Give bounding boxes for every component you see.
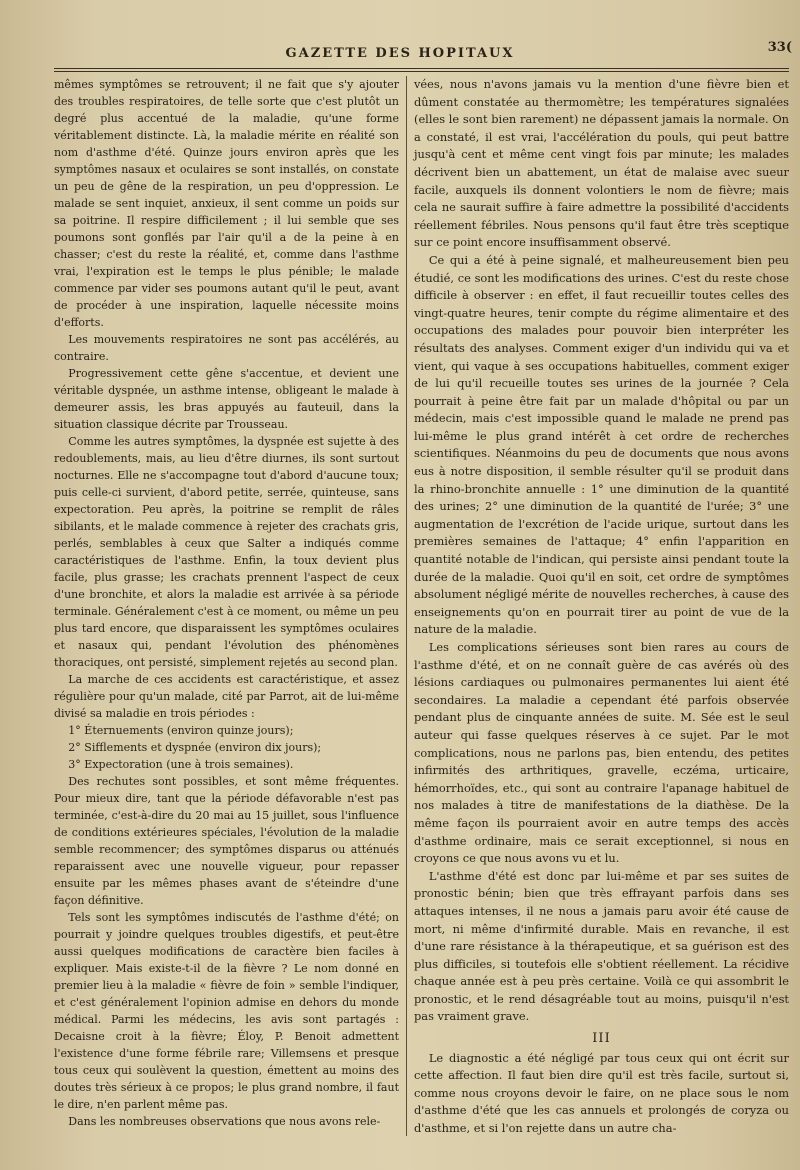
paragraph: Des rechutes sont possibles, et sont même fréquentes. Pour mieux dire, tant que la période défavorable n'est pas terminée, c'est-à-dire du 20 mai au 15 juillet, sous l'influence de conditions extérieures spéciales, l'évolution de la maladie semble recommencer; des symptômes disparus ou atténués reparaissent avec une nouvelle vigueur, pour repasser ensuite par les mêmes phases avant de s'éteindre d'une façon définitive. [54, 775, 399, 907]
page-header [0, 40, 800, 66]
paragraph: 1° Éternuements (environ quinze jours); [68, 724, 294, 737]
paragraph: Progressivement cette gêne s'accentue, et devient une véritable dyspnée, un asthme intense, obligeant le malade à demeurer assis, les bras appuyés au fauteuil, dans la situation classique décrite par Trousseau. [54, 367, 399, 431]
running-title: GAZETTE DES HOPITAUX [285, 46, 515, 61]
paragraph: Ce qui a été à peine signalé, et malheureusement bien peu étudié, ce sont les modifications des urines. C'est du reste chose difficile à observer : en effet, il faut recueillir toutes celles des vingt-quatre heures, tenir compte du régime alimentaire et des occupations des malades pour pouvoir bien interpréter les résultats des analyses. Comment exiger d'un individu qui va et vient, qui vaque à ses occupations habituelles, comment exiger de lui qu'il recueille toutes ses urines de la journée ? Cela pourrait à peine être fait par un malade d'hôpital ou par un médecin, mais c'est impossible quand le malade ne prend pas lui-même le plus grand intérêt à cet ordre de recherches scientifiques. Néanmoins du peu de documents que nous avons eus à notre disposition, il semble résulter qu'il se produit dans la rhino-bronchite annuelle : 1° une diminution de la quantité des urines; 2° une diminution de la quantité de l'urée; 3° une augmentation de l'excrétion de l'acide urique, surtout dans les premières semaines de l'attaque; 4° enfin l'apparition en quantité notable de l'indican, qui persiste ainsi pendant toute la durée de la maladie. Quoi qu'il en soit, cet ordre de symptômes absolument négligé mérite de nouvelles recherches, à cause des enseignements qu'on en pourrait tirer au point de vue de la nature de la maladie. [414, 252, 789, 637]
paragraph: L'asthme d'été est donc par lui-même et par ses suites de pronostic bénin; bien que très effrayant parfois dans ses attaques intenses, il ne nous a jamais paru avoir été cause de mort, ni même d'infirmité durable. Mais en revanche, il est d'une rare résistance à la thérapeutique, et sa guérison est des plus difficiles, si toutefois elle s'obtient réellement. La récidive chaque année est à peu près certaine. Voilà ce qui assombrit le pronostic, et le rend désagréable tout au moins, puisqu'il n'est pas vraiment grave. [414, 868, 789, 1024]
paragraph: Le diagnostic a été négligé par tous ceux qui ont écrit sur cette affection. Il faut bien dire qu'il est très facile, surtout si, comme nous croyons devoir le faire, on ne place sous le nom d'asthme d'été que les cas annuels et prolongés de coryza ou d'asthme, et si l'on rejette dans un autre cha- [414, 1050, 789, 1136]
section-heading: III [592, 1031, 611, 1047]
header-rule [54, 68, 789, 72]
paragraph: Tels sont les symptômes indiscutés de l'asthme d'été; on pourrait y joindre quelques troubles digestifs, et peut-être aussi quelques modifications de caractère bien faciles à expliquer. Mais existe-t-il de la fièvre ? Le nom donné en premier lieu à la maladie « fièvre de foin » semble l'indiquer, et c'est généralement l'opinion admise en dehors du monde médical. Parmi les médecins, les avis sont partagés : Decaisne croit à la fièvre; Éloy, P. Benoit admettent l'existence d'une forme fébrile rare; Villemsens et presque tous ceux qui soulèvent la question, émettent au moins des doutes très sérieux à ce propos; le plus grand nombre, il faut le dire, n'en parlent même pas. [54, 911, 399, 1111]
paragraph: vées, nous n'avons jamais vu la mention d'une fièvre bien et dûment constatée au thermomètre; les températures signalées (elles le sont bien rarement) ne dépassent jamais la normale. On a constaté, il est vrai, l'accélération du pouls, qui peut battre jusqu'à cent et même cent vingt fois par minute; les malades décrivent bien un abattement, un état de malaise avec sueur facile, auxquels ils donnent volontiers le nom de fièvre; mais cela ne saurait suffire à faire admettre la possibilité d'accidents réellement fébriles. Nous pensons qu'il faut être très sceptique sur ce point encore insuffisamment observé. [414, 77, 789, 250]
paragraph: La marche de ces accidents est caractéristique, et assez régulière pour qu'un malade, cité par Parrot, ait de lui-même divisé sa maladie en trois périodes : [54, 673, 399, 720]
page-number: 33( [767, 40, 792, 55]
paragraph: Les mouvements respiratoires ne sont pas accélérés, au contraire. [54, 333, 399, 363]
paragraph: Dans les nombreuses observations que nous avons rele- [68, 1115, 381, 1128]
paragraph: Les complications sérieuses sont bien rares au cours de l'asthme d'été, et on ne connaît guère de cas avérés où des lésions cardiaques ou pulmonaires permanentes lui aient été secondaires. La maladie a cependant été parfois observée pendant plus de cinquante années de suite. M. Sée est le seul auteur qui fasse quelques réserves à ce sujet. Par le mot complications, nous ne parlons pas, bien entendu, des petites infirmités des arthritiques, gravelle, eczéma, urticaire, hémorrhoïdes, etc., qui sont au contraire l'apanage habituel de nos malades à titre de manifestations de la diathèse. De la même façon ils pourraient avoir en autre temps des accès d'asthme ordinaire, mais ce serait exceptionnel, si nous en croyons ce que nous avons vu et lu. [414, 640, 789, 866]
paragraph: 3° Expectoration (une à trois semaines). [68, 758, 294, 771]
left-column [54, 76, 399, 1130]
paragraph: mêmes symptômes se retrouvent; il ne fait que s'y ajouter des troubles respiratoires, de telle sorte que c'est plutôt un degré plus accentué de la maladie, qu'une forme véritablement distincte. Là, la maladie mérite en réalité son nom d'asthme d'été. Quinze jours environ après que les symptômes nasaux et oculaires se sont installés, on constate un peu de gêne de la respiration, un peu d'oppression. Le malade se sent inquiet, anxieux, il sent comme un poids sur sa poitrine. Il respire difficilement ; il lui semble que ses poumons sont gonflés par l'air qu'il a de la peine à en chasser; c'est du reste la réalité, et, comme dans l'asthme vrai, l'expiration est le temps le plus pénible; le malade commence par vider ses poumons autant qu'il le peut, avant de procéder à une inspiration, laquelle nécessite moins d'efforts. [54, 78, 399, 329]
paragraph: 2° Sifflements et dyspnée (environ dix jours); [68, 741, 322, 754]
paragraph: Comme les autres symptômes, la dyspnée est sujette à des redoublements, mais, au lieu d'être diurnes, ils sont surtout nocturnes. Elle ne s'accompagne tout d'abord d'aucune toux; puis celle-ci survient, d'abord petite, serrée, quinteuse, sans expectoration. Peu après, la poitrine se remplit de râles sibilants, et le malade commence à rejeter des crachats gris, perlés, semblables à ceux que Salter a indiqués comme caractéristiques de l'asthme. Enfin, la toux devient plus facile, plus grasse; les crachats prennent l'aspect de ceux d'une bronchite, et alors la maladie est arrivée à sa période terminale. Généralement c'est à ce moment, ou même un peu plus tard encore, que disparaissent les symptômes oculaires et nasaux qui, pendant l'évolution des phénomènes thoraciques, ont persisté, simplement rejetés au second plan. [54, 435, 399, 669]
column-divider [406, 76, 407, 1136]
right-column [414, 76, 789, 1138]
